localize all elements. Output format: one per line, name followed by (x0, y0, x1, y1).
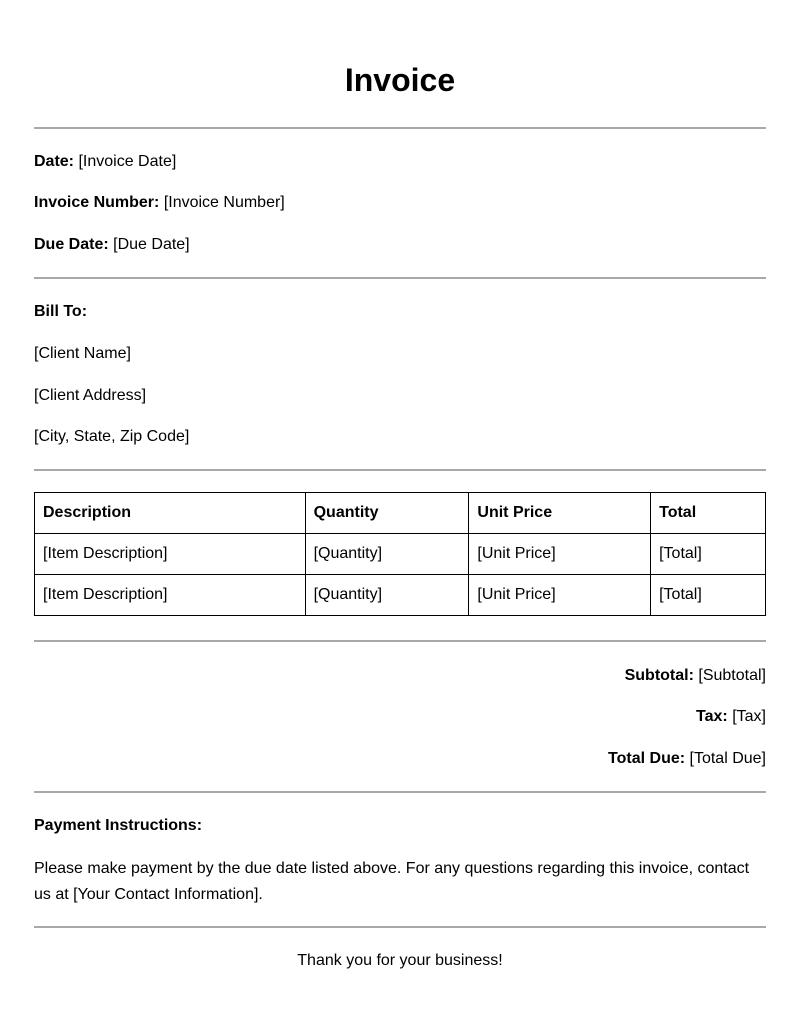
item-unit-price-cell: [Unit Price] (469, 575, 651, 616)
column-header-total: Total (651, 493, 766, 534)
total-due-label: Total Due: (608, 750, 686, 767)
table-row (35, 534, 766, 575)
payment-instructions-label: Payment Instructions: (34, 817, 203, 834)
table-header-row (35, 493, 766, 534)
page-title: Invoice (344, 62, 456, 98)
invoice-number-line (34, 193, 285, 213)
items-table (34, 492, 766, 616)
item-quantity-cell: [Quantity] (305, 534, 469, 575)
invoice-number-label: Invoice Number: (34, 194, 160, 211)
table-row (35, 575, 766, 616)
divider (34, 469, 766, 471)
item-total-cell: [Total] (651, 575, 766, 616)
thank-you-message: Thank you for your business! (297, 952, 503, 969)
tax-value: [Tax] (732, 708, 766, 725)
invoice-number-value: [Invoice Number] (163, 194, 285, 211)
divider (34, 791, 766, 793)
due-date-value: [Due Date] (113, 236, 190, 253)
column-header-description: Description (35, 493, 306, 534)
payment-instructions-heading (34, 816, 202, 836)
subtotal-value: [Subtotal] (698, 667, 766, 684)
item-total-cell: [Total] (651, 534, 766, 575)
client-city-state-zip: [City, State, Zip Code] (34, 428, 190, 445)
total-due-line (608, 749, 766, 769)
invoice-date-value: [Invoice Date] (78, 153, 177, 170)
bill-to-label: Bill To: (34, 303, 88, 320)
divider (34, 277, 766, 279)
item-description-cell: [Item Description] (35, 575, 306, 616)
subtotal-label: Subtotal: (624, 667, 694, 684)
tax-label: Tax: (696, 708, 728, 725)
invoice-date-line (34, 152, 176, 172)
due-date-label: Due Date: (34, 236, 109, 253)
payment-instructions-text: Please make payment by the due date listed above. For any questions regarding this invoice, contact us at [Your Contact Information]. (34, 860, 750, 903)
due-date-line (34, 235, 190, 255)
bill-to-heading (34, 302, 87, 322)
divider (34, 127, 766, 129)
total-due-value: [Total Due] (689, 750, 766, 767)
item-description-cell: [Item Description] (35, 534, 306, 575)
item-unit-price-cell: [Unit Price] (469, 534, 651, 575)
column-header-quantity: Quantity (305, 493, 469, 534)
tax-line (696, 707, 766, 727)
client-address: [Client Address] (34, 387, 147, 404)
divider (34, 926, 766, 928)
invoice-date-label: Date: (34, 153, 75, 170)
client-name: [Client Name] (34, 345, 131, 362)
column-header-unit-price: Unit Price (469, 493, 651, 534)
divider (34, 640, 766, 642)
item-quantity-cell: [Quantity] (305, 575, 469, 616)
subtotal-line (625, 666, 766, 686)
